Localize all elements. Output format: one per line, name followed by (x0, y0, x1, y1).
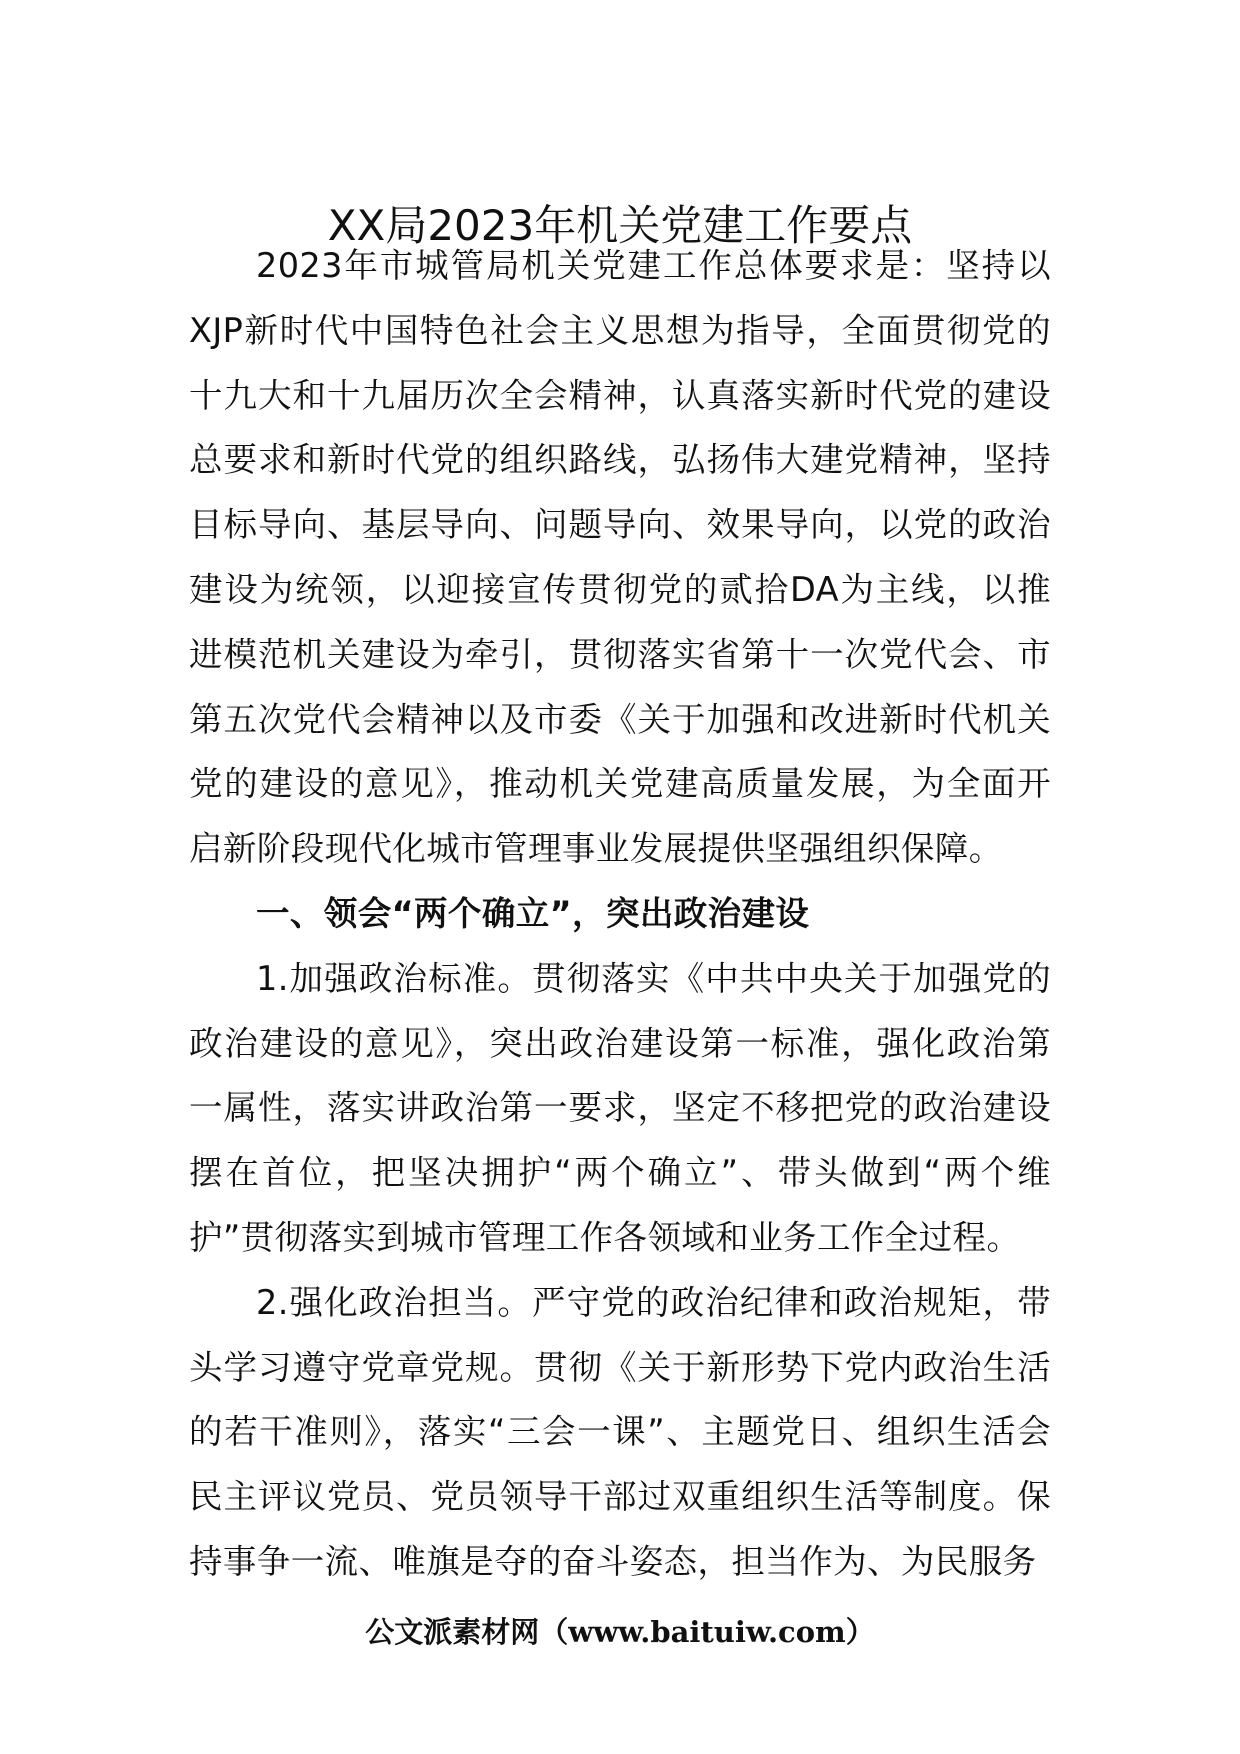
section-heading-1: 一、领会“两个确立”，突出政治建设 (256, 893, 810, 933)
footer-watermark: 公文派素材网（www.baituiw.com） (365, 1615, 875, 1649)
document-title: XX局2023年机关党建工作要点 (327, 201, 913, 251)
intro-paragraph: 2023年市城管局机关党建工作总体要求是：坚持以XJP新时代中国特色社会主义思想为指导，全面贯彻党的十九大和十九届历次全会精神，认真落实新时代党的建设总要求和新时代党的组织路线，弘扬伟大建党精神，坚持目标导向、基层导向、问题导向、效果导向，以党的政治建设为统领，以迎接宣传贯彻党的贰拾DA为主线，以推进模范机关建设为牵引，贯彻落实省第十一次党代会、市第五次党代会精神以及市委《关于加强和改进新时代机关党的建设的意见》，推动机关党建高质量发展，为全面开启新阶段现代化城市管理事业发展提供坚强组织保障。 (189, 246, 1051, 869)
document-page (189, 0, 1051, 1754)
item-2-paragraph: 2.强化政治担当。严守党的政治纪律和政治规矩，带头学习遵守党章党规。贯彻《关于新形势下党内政治生活的若干准则》，落实“三会一课”、主题党日、组织生活会民主评议党员、党员领导干部过双重组织生活等制度。保持事争一流、唯旗是夺的奋斗姿态，担当作为、为民服务 (189, 1282, 1051, 1581)
item-1-paragraph: 1.加强政治标准。贯彻落实《中共中央关于加强党的政治建设的意见》，突出政治建设第一标准，强化政治第一属性，落实讲政治第一要求，坚定不移把党的政治建设摆在首位，把坚决拥护“两个确立”、带头做到“两个维护”贯彻落实到城市管理工作各领域和业务工作全过程。 (189, 958, 1051, 1257)
document-body (189, 234, 1051, 1595)
